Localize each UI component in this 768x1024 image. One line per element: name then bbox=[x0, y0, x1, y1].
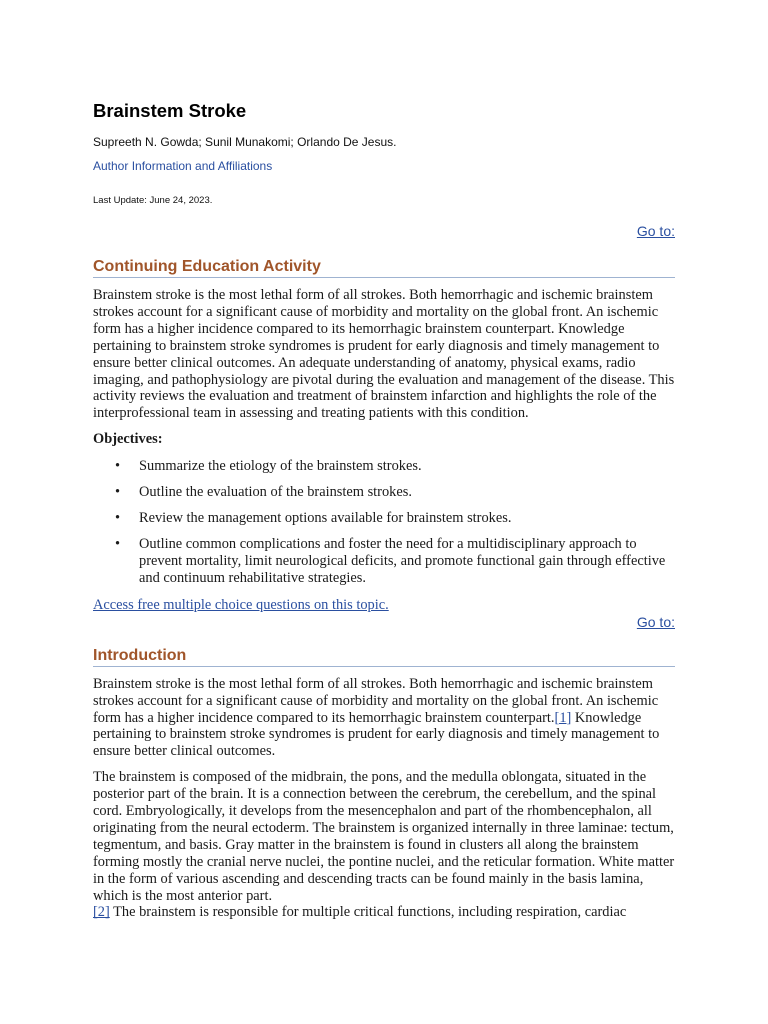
section-heading-intro: Introduction bbox=[93, 646, 675, 667]
article-page bbox=[93, 98, 675, 921]
objective-item: • Outline common complications and foster the need for a multidisciplinary approach to prevent mortality, limit neurological deficits, and promote functional gain through effective and continuum rehabilitative strategies. bbox=[115, 535, 666, 586]
last-update: Last Update: June 24, 2023. bbox=[93, 195, 213, 206]
bullet-icon: • bbox=[115, 484, 121, 501]
goto-link[interactable]: Go to: bbox=[636, 223, 675, 239]
goto-row bbox=[93, 222, 675, 241]
bullet-icon: • bbox=[115, 535, 121, 552]
access-row bbox=[93, 596, 675, 614]
intro-paragraph: The brainstem is composed of the midbrain, the pons, and the medulla oblongata, situated in the posterior part of the brain. It is a connection between the cerebrum, the cerebellum, and the spinal cord. Embryologically, it develops from the mesencephalon and part of the rhombencephalon, all originating from the neural ectoderm. The brainstem is organized internally in three laminae: tectum, tegmentum, and basis. Gray matter in the brainstem is found in clusters all along the brainstem forming mostly the cranial nerve nuclei, the pontine nuclei, and the reticular formation. White matter in the form of various ascending and descending tracts can be found mainly in the basis lamina, which is the most anterior part. [2] The brainstem is responsible for multiple critical functions, including respiration, cardiac bbox=[93, 769, 675, 921]
objective-item: • Outline the evaluation of the brainstem strokes. bbox=[115, 484, 412, 501]
ce-paragraph: Brainstem stroke is the most lethal form of all strokes. Both hemorrhagic and ischemic brainstem strokes account for a significant cause of morbidity and mortality on the global front. An ischemic form has a higher incidence compared to its hemorrhagic brainstem counterpart. Knowledge pertaining to brainstem stroke syndromes is prudent for early diagnosis and timely management to ensure better clinical outcomes. An adequate understanding of anatomy, physical exams, radio imaging, and pathophysiology are pivotal during the evaluation and management of the disease. This activity reviews the evaluation and treatment of brainstem infarction and highlights the role of the interprofessional team in assessing and treating patients with this condition. bbox=[93, 287, 675, 422]
objectives-list bbox=[93, 458, 675, 586]
objective-item: • Review the management options available for brainstem strokes. bbox=[115, 510, 512, 527]
objectives-label: Objectives: bbox=[93, 431, 163, 448]
affiliations-link[interactable]: Author Information and Affiliations bbox=[93, 159, 273, 173]
bullet-icon: • bbox=[115, 510, 121, 527]
goto-link[interactable]: Go to: bbox=[636, 613, 675, 630]
page-title: Brainstem Stroke bbox=[93, 100, 247, 121]
citation-link[interactable]: [2] bbox=[93, 904, 110, 921]
author-list: Supreeth N. Gowda; Sunil Munakomi; Orlando De Jesus. bbox=[93, 135, 397, 149]
bullet-icon: • bbox=[115, 458, 121, 475]
section-heading-ce: Continuing Education Activity bbox=[93, 257, 675, 278]
citation-link[interactable]: [1] bbox=[554, 709, 572, 726]
objective-item: • Summarize the etiology of the brainstem strokes. bbox=[115, 458, 422, 475]
mcq-access-link[interactable]: Access free multiple choice questions on this topic. bbox=[93, 596, 389, 613]
intro-paragraph: Brainstem stroke is the most lethal form of all strokes. Both hemorrhagic and ischemic brainstem strokes account for a significant cause of morbidity and mortality on the global front. An ischemic form has a higher incidence compared to its hemorrhagic brainstem counterpart.[1] Knowledge pertaining to brainstem stroke syndromes is prudent for early diagnosis and timely management to ensure better clinical outcomes. bbox=[93, 675, 660, 760]
goto-row bbox=[93, 613, 675, 632]
